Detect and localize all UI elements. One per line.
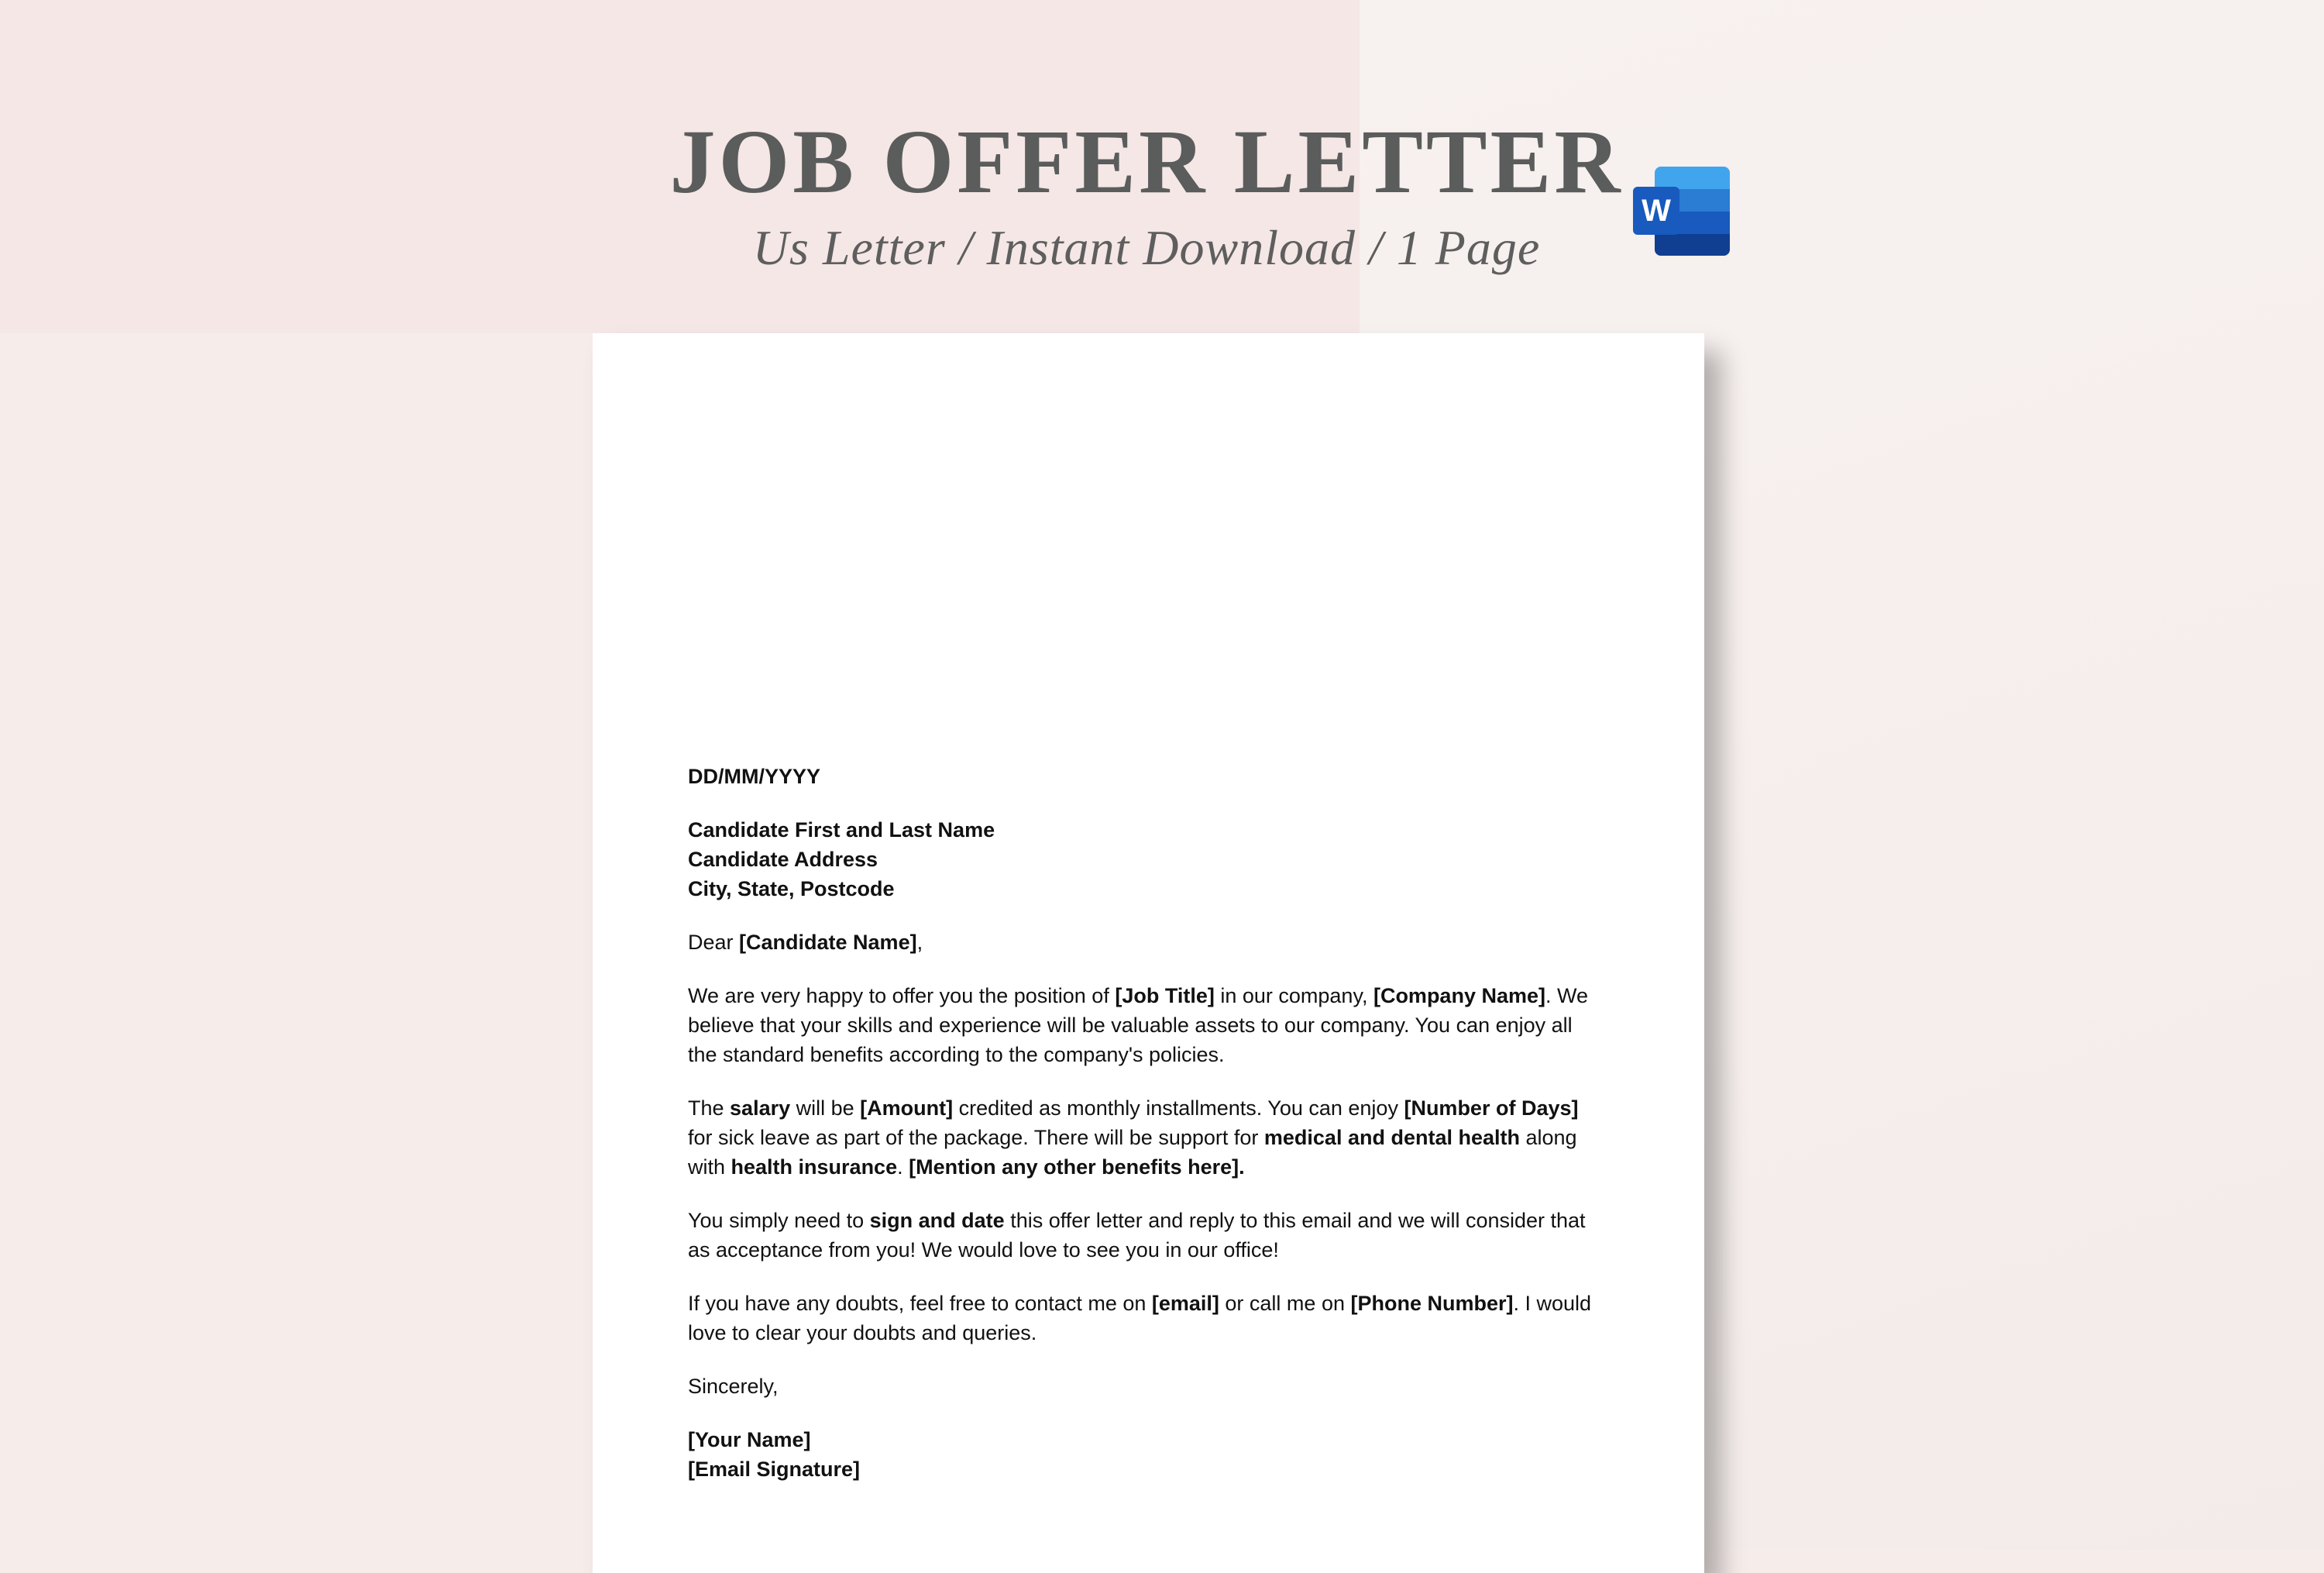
- recipient-name: Candidate First and Last Name: [688, 818, 995, 842]
- paragraph-contact: If you have any doubts, feel free to contact me on [email] or call me on [Phone Number]. I would love to clear your doubts and queries.: [688, 1292, 1592, 1344]
- greeting: Dear [Candidate Name],: [688, 931, 923, 954]
- letter-date: DD/MM/YYYY: [688, 765, 821, 788]
- paragraph-salary: The salary will be [Amount] credited as monthly installments. You can enjoy [Number of Days] for sick leave as part of the package. There will be support for medical and dental health along with health insurance. [Mention any other benefits here].: [688, 1096, 1579, 1179]
- letter-body: [688, 762, 1602, 1508]
- paragraph-offer: We are very happy to offer you the position of [Job Title] in our company, [Company Name]. We believe that your skills and experience will be valuable assets to our company. You can enjoy all the standard benefits according to the company's policies.: [688, 984, 1589, 1066]
- word-icon-letter: W: [1642, 194, 1671, 228]
- signature-block: [688, 1425, 1602, 1484]
- recipient-block: [688, 815, 1602, 904]
- header: [0, 111, 2293, 275]
- microsoft-word-icon: [1633, 167, 1730, 256]
- signature-name: [Your Name]: [688, 1428, 811, 1451]
- paragraph-acceptance: You simply need to sign and date this offer letter and reply to this email and we will consider that as acceptance from you! We would love to see you in our office!: [688, 1209, 1586, 1261]
- page-subtitle: Us Letter / Instant Download / 1 Page: [752, 220, 1541, 275]
- recipient-address: Candidate Address: [688, 848, 878, 871]
- recipient-city: City, State, Postcode: [688, 877, 895, 900]
- closing: Sincerely,: [688, 1375, 779, 1398]
- email-signature: [Email Signature]: [688, 1458, 861, 1481]
- page-title: JOB OFFER LETTER: [669, 111, 1624, 212]
